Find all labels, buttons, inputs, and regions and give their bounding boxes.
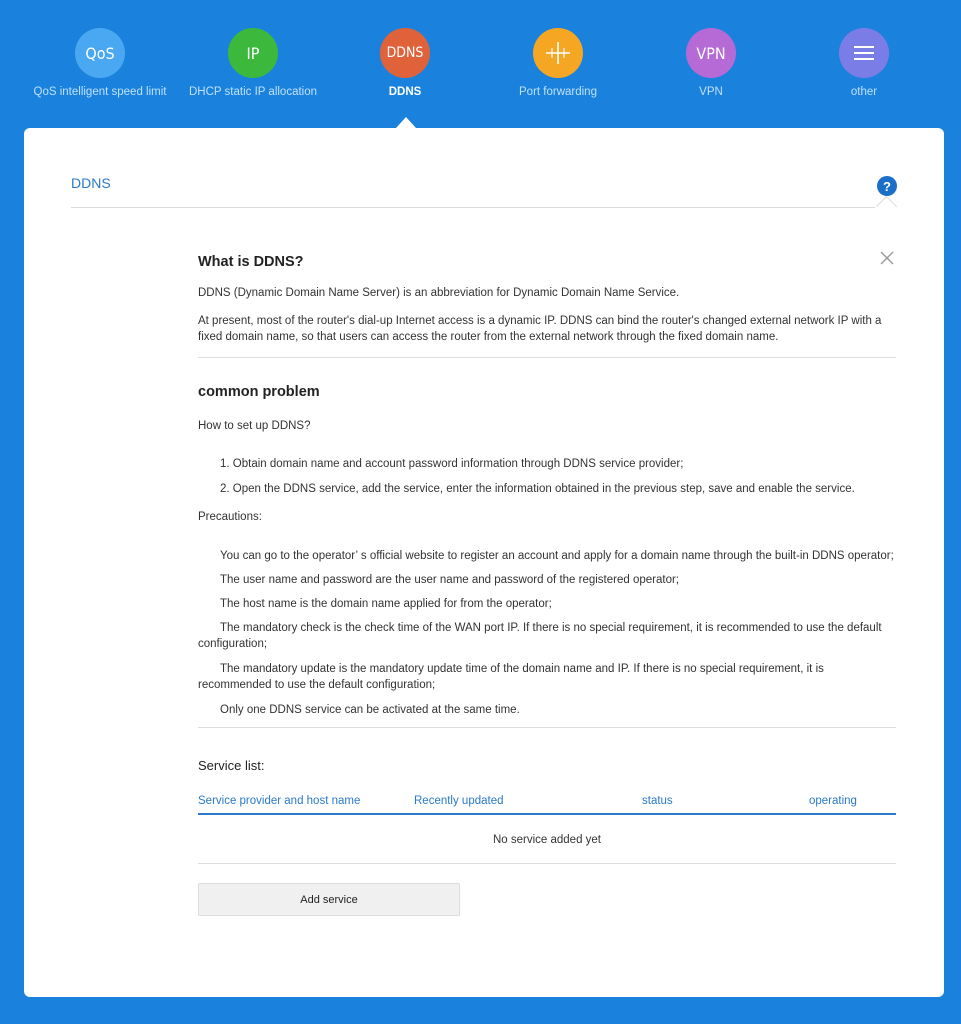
- nav-vpn[interactable]: [635, 28, 787, 98]
- qos-icon: QoS: [75, 28, 125, 78]
- nav-qos[interactable]: [24, 28, 176, 98]
- port-forwarding-glyph: [543, 38, 573, 68]
- precaution-4: The mandatory check is the check time of the WAN port IP. If there is no special requirement, it is recommended to use the default configuration;: [198, 622, 882, 650]
- precaution-2: The user name and password are the user name and password of the registered operator;: [220, 574, 679, 586]
- precaution-1: You can go to the operator’ s official website to register an account and apply for a domain name through the built-in DDNS operator;: [220, 550, 894, 562]
- nav-ddns[interactable]: [329, 28, 481, 98]
- nav-other-label: other: [850, 86, 878, 98]
- nav-port-forwarding[interactable]: [482, 28, 634, 98]
- column-provider-host: Service provider and host name: [198, 795, 361, 807]
- column-status: status: [642, 795, 673, 807]
- faq-question: How to set up DDNS?: [198, 420, 311, 432]
- title-divider: [71, 207, 875, 208]
- nav-vpn-label: VPN: [699, 86, 723, 98]
- column-operating: operating: [809, 795, 857, 807]
- precaution-6: Only one DDNS service can be activated at the same time.: [220, 704, 520, 716]
- divider: [198, 357, 896, 358]
- help-popup-pointer: [876, 196, 897, 217]
- top-nav: [0, 0, 961, 128]
- help-icon[interactable]: ?: [877, 176, 897, 196]
- help-paragraph-1: DDNS (Dynamic Domain Name Server) is an abbreviation for Dynamic Domain Name Service.: [198, 287, 680, 299]
- nav-ddns-label: DDNS: [388, 86, 422, 98]
- faq-title: common problem: [198, 384, 320, 400]
- vpn-icon: VPN: [686, 28, 736, 78]
- port-forwarding-icon: [533, 28, 583, 78]
- menu-icon: [839, 28, 889, 78]
- faq-step-1: 1. Obtain domain name and account password information through DDNS service provider;: [220, 458, 684, 470]
- column-recently-updated: Recently updated: [414, 795, 504, 807]
- precaution-5: The mandatory update is the mandatory update time of the domain name and IP. If there is no special requirement, it is recommended to use the default configuration;: [198, 663, 824, 691]
- help-paragraph-2: At present, most of the router's dial-up Internet access is a dynamic IP. DDNS can bind the router's changed external network IP with a fixed domain name, so that users can access the router from the external network through the fixed domain name.: [198, 315, 882, 343]
- nav-port-forwarding-label: Port forwarding: [519, 86, 597, 98]
- nav-dhcp-static-ip[interactable]: [177, 28, 329, 98]
- empty-table-message: No service added yet: [198, 815, 896, 864]
- faq-step-2: 2. Open the DDNS service, add the service, enter the information obtained in the previous step, save and enable the service.: [220, 483, 855, 495]
- precaution-3: The host name is the domain name applied for from the operator;: [220, 598, 552, 610]
- precautions-label: Precautions:: [198, 511, 262, 523]
- page-title: DDNS: [71, 175, 111, 191]
- active-tab-indicator: [396, 117, 416, 128]
- help-panel: [198, 252, 896, 916]
- main-card: [24, 128, 944, 997]
- hamburger-glyph: [853, 44, 875, 62]
- divider: [198, 727, 896, 728]
- service-table-header: [198, 787, 896, 815]
- ip-icon: IP: [228, 28, 278, 78]
- nav-dhcp-label: DHCP static IP allocation: [188, 86, 318, 98]
- service-list-label: Service list:: [198, 758, 265, 773]
- nav-other[interactable]: [788, 28, 940, 98]
- add-service-button[interactable]: Add service: [198, 883, 460, 916]
- nav-qos-label: QoS intelligent speed limit: [33, 86, 167, 98]
- help-title: What is DDNS?: [198, 254, 304, 270]
- ddns-icon: DDNS: [380, 28, 430, 78]
